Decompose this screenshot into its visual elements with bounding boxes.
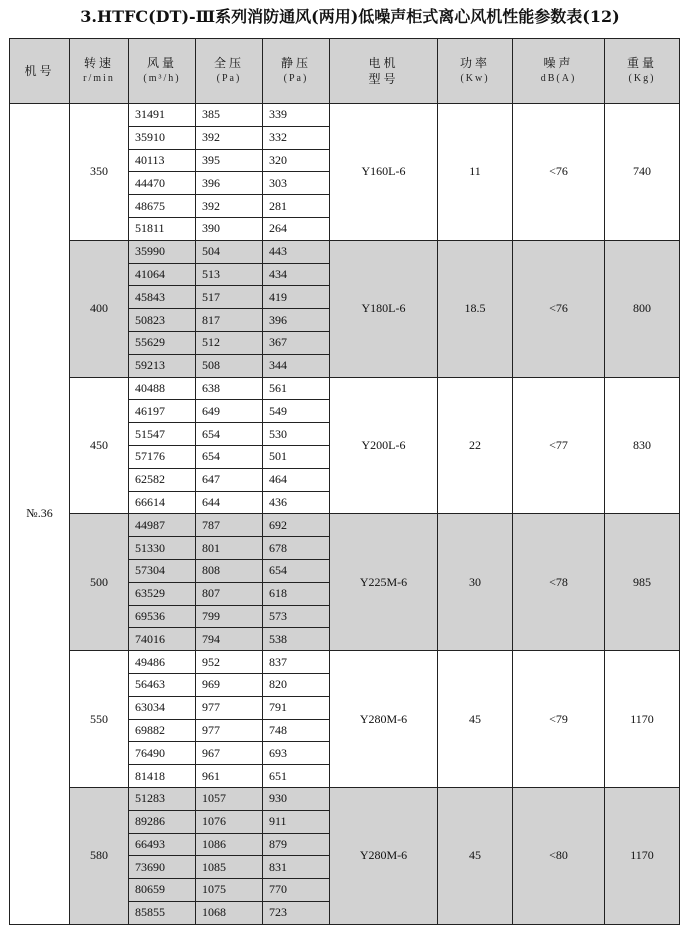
table-row [10,787,680,810]
static-pressure-cell: 339 [263,104,330,127]
total-pressure-cell: 952 [196,651,263,674]
flow-cell: 50823 [129,309,196,332]
static-pressure-cell: 549 [263,400,330,423]
speed-cell: 580 [70,787,129,924]
table-row [10,377,680,400]
flow-cell: 81418 [129,765,196,788]
total-pressure-cell: 977 [196,696,263,719]
flow-cell: 66614 [129,491,196,514]
noise-cell: <76 [513,104,605,241]
motor-cell: Y180L-6 [330,240,438,377]
total-pressure-cell: 1057 [196,787,263,810]
static-pressure-cell: 791 [263,696,330,719]
total-pressure-cell: 517 [196,286,263,309]
table-body [10,104,680,925]
total-pressure-cell: 799 [196,605,263,628]
static-pressure-cell: 501 [263,445,330,468]
total-pressure-cell: 654 [196,423,263,446]
total-pressure-cell: 385 [196,104,263,127]
weight-cell: 800 [605,240,680,377]
flow-cell: 80659 [129,879,196,902]
total-pressure-cell: 1085 [196,856,263,879]
total-pressure-cell: 392 [196,126,263,149]
total-pressure-cell: 807 [196,582,263,605]
header-static-pressure: 静压 (Pa) [263,39,330,104]
noise-cell: <77 [513,377,605,514]
flow-cell: 63529 [129,582,196,605]
total-pressure-cell: 961 [196,765,263,788]
power-cell: 11 [438,104,513,241]
static-pressure-cell: 320 [263,149,330,172]
flow-cell: 46197 [129,400,196,423]
flow-cell: 59213 [129,354,196,377]
total-pressure-cell: 1075 [196,879,263,902]
static-pressure-cell: 693 [263,742,330,765]
static-pressure-cell: 692 [263,514,330,537]
motor-cell: Y280M-6 [330,787,438,924]
static-pressure-cell: 837 [263,651,330,674]
weight-cell: 1170 [605,787,680,924]
motor-cell: Y280M-6 [330,651,438,788]
static-pressure-cell: 464 [263,468,330,491]
static-pressure-cell: 344 [263,354,330,377]
total-pressure-cell: 396 [196,172,263,195]
static-pressure-cell: 723 [263,901,330,924]
motor-cell: Y160L-6 [330,104,438,241]
total-pressure-cell: 649 [196,400,263,423]
static-pressure-cell: 332 [263,126,330,149]
static-pressure-cell: 654 [263,559,330,582]
total-pressure-cell: 967 [196,742,263,765]
performance-table [9,38,680,925]
static-pressure-cell: 820 [263,673,330,696]
flow-cell: 51283 [129,787,196,810]
flow-cell: 85855 [129,901,196,924]
machine-number-cell: №.36 [10,104,70,925]
total-pressure-cell: 644 [196,491,263,514]
total-pressure-cell: 395 [196,149,263,172]
flow-cell: 49486 [129,651,196,674]
total-pressure-cell: 808 [196,559,263,582]
power-cell: 45 [438,651,513,788]
total-pressure-cell: 794 [196,628,263,651]
static-pressure-cell: 651 [263,765,330,788]
speed-cell: 450 [70,377,129,514]
total-pressure-cell: 392 [196,195,263,218]
speed-cell: 550 [70,651,129,788]
flow-cell: 31491 [129,104,196,127]
flow-cell: 48675 [129,195,196,218]
total-pressure-cell: 787 [196,514,263,537]
total-pressure-cell: 654 [196,445,263,468]
flow-cell: 74016 [129,628,196,651]
static-pressure-cell: 561 [263,377,330,400]
static-pressure-cell: 303 [263,172,330,195]
speed-cell: 350 [70,104,129,241]
static-pressure-cell: 573 [263,605,330,628]
header-motor: 电机 型号 [330,39,438,104]
total-pressure-cell: 1076 [196,810,263,833]
noise-cell: <76 [513,240,605,377]
weight-cell: 985 [605,514,680,651]
static-pressure-cell: 443 [263,240,330,263]
header-power: 功率 (Kw) [438,39,513,104]
static-pressure-cell: 538 [263,628,330,651]
speed-cell: 500 [70,514,129,651]
power-cell: 22 [438,377,513,514]
flow-cell: 40113 [129,149,196,172]
flow-cell: 89286 [129,810,196,833]
power-cell: 45 [438,787,513,924]
table-row [10,240,680,263]
static-pressure-cell: 281 [263,195,330,218]
static-pressure-cell: 770 [263,879,330,902]
flow-cell: 57176 [129,445,196,468]
static-pressure-cell: 419 [263,286,330,309]
static-pressure-cell: 367 [263,331,330,354]
header-machine: 机号 [10,39,70,104]
flow-cell: 41064 [129,263,196,286]
static-pressure-cell: 618 [263,582,330,605]
noise-cell: <78 [513,514,605,651]
total-pressure-cell: 508 [196,354,263,377]
total-pressure-cell: 647 [196,468,263,491]
weight-cell: 1170 [605,651,680,788]
power-cell: 18.5 [438,240,513,377]
static-pressure-cell: 396 [263,309,330,332]
total-pressure-cell: 977 [196,719,263,742]
table-row [10,651,680,674]
static-pressure-cell: 434 [263,263,330,286]
flow-cell: 69882 [129,719,196,742]
header-speed: 转速 r/min [70,39,129,104]
power-cell: 30 [438,514,513,651]
static-pressure-cell: 678 [263,537,330,560]
noise-cell: <79 [513,651,605,788]
noise-cell: <80 [513,787,605,924]
flow-cell: 44987 [129,514,196,537]
static-pressure-cell: 879 [263,833,330,856]
flow-cell: 44470 [129,172,196,195]
table-row [10,514,680,537]
flow-cell: 63034 [129,696,196,719]
static-pressure-cell: 748 [263,719,330,742]
total-pressure-cell: 638 [196,377,263,400]
total-pressure-cell: 512 [196,331,263,354]
flow-cell: 40488 [129,377,196,400]
flow-cell: 69536 [129,605,196,628]
total-pressure-cell: 1068 [196,901,263,924]
flow-cell: 57304 [129,559,196,582]
flow-cell: 45843 [129,286,196,309]
total-pressure-cell: 504 [196,240,263,263]
speed-cell: 400 [70,240,129,377]
total-pressure-cell: 1086 [196,833,263,856]
flow-cell: 73690 [129,856,196,879]
motor-cell: Y225M-6 [330,514,438,651]
flow-cell: 35910 [129,126,196,149]
static-pressure-cell: 831 [263,856,330,879]
page-title: 3.HTFC(DT)-Ⅲ系列消防通风(两用)低噪声柜式离心风机性能参数表(12) [80,7,620,26]
table-row [10,104,680,127]
weight-cell: 830 [605,377,680,514]
total-pressure-cell: 969 [196,673,263,696]
header-total-pressure: 全压 (Pa) [196,39,263,104]
static-pressure-cell: 436 [263,491,330,514]
static-pressure-cell: 264 [263,217,330,240]
flow-cell: 51811 [129,217,196,240]
static-pressure-cell: 530 [263,423,330,446]
flow-cell: 55629 [129,331,196,354]
header-weight: 重量 (Kg) [605,39,680,104]
total-pressure-cell: 390 [196,217,263,240]
flow-cell: 51547 [129,423,196,446]
flow-cell: 76490 [129,742,196,765]
header-noise: 噪声 dB(A) [513,39,605,104]
flow-cell: 62582 [129,468,196,491]
total-pressure-cell: 817 [196,309,263,332]
motor-cell: Y200L-6 [330,377,438,514]
total-pressure-cell: 513 [196,263,263,286]
flow-cell: 51330 [129,537,196,560]
static-pressure-cell: 911 [263,810,330,833]
flow-cell: 56463 [129,673,196,696]
total-pressure-cell: 801 [196,537,263,560]
header-flow: 风量 (m³/h) [129,39,196,104]
header-row [10,39,680,104]
static-pressure-cell: 930 [263,787,330,810]
weight-cell: 740 [605,104,680,241]
flow-cell: 66493 [129,833,196,856]
flow-cell: 35990 [129,240,196,263]
